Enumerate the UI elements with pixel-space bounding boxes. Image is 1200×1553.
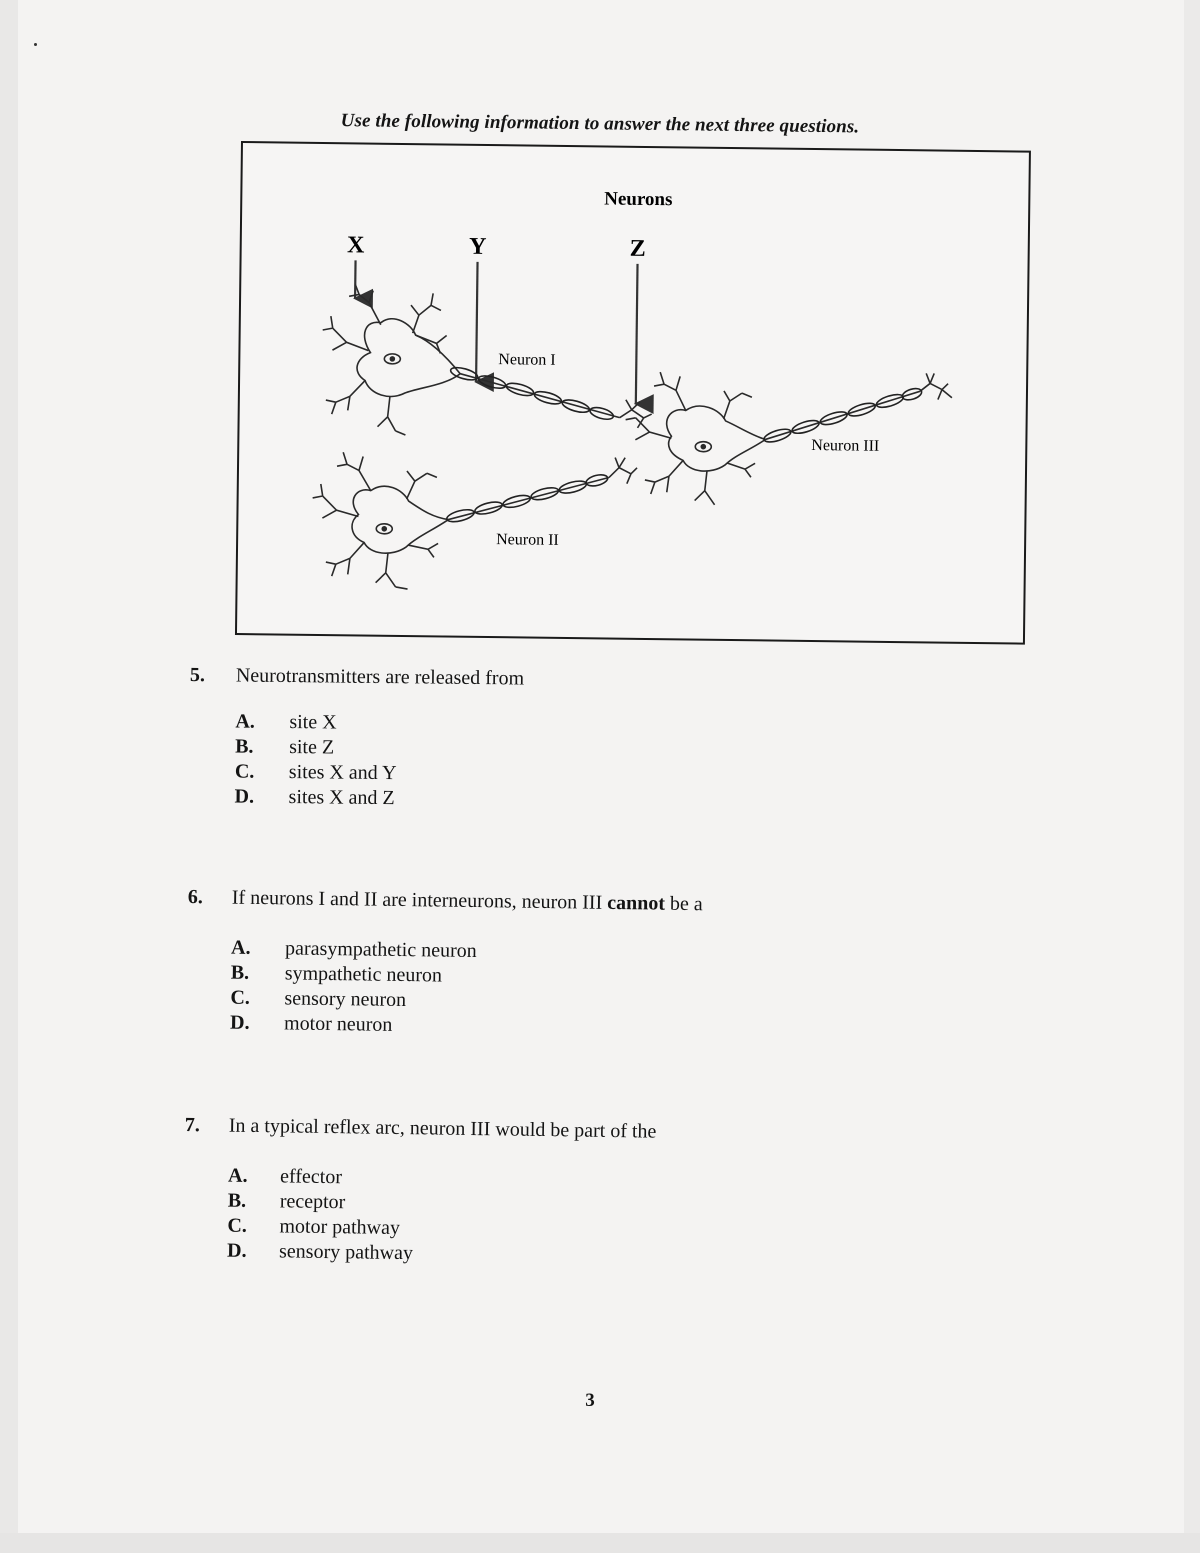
neuron-two [312,452,638,592]
site-x-label: X [346,232,365,259]
option-text: effector [279,1165,343,1189]
question-stem: In a typical reflex arc, neuron III would be part of the [228,1114,657,1143]
option-text: sites X and Y [288,761,397,785]
scan-speck [34,43,37,46]
option-text: sensory pathway [278,1240,414,1265]
option-text: motor pathway [279,1215,401,1240]
option-letter: C. [234,760,255,783]
neuron-three-label: Neuron III [811,436,880,455]
option-text: site Z [289,736,335,759]
option-letter: B. [230,961,250,984]
question-stem: If neurons I and II are interneurons, neuron III cannot be a [231,886,703,916]
option-letter: D. [229,1011,250,1034]
option-text: sites X and Z [288,786,395,810]
option-letter: C. [230,986,251,1009]
site-z-label: Z [629,235,646,262]
question-number: 7. [184,1114,200,1137]
question-number: 5. [189,664,205,687]
scan-edge-bottom [0,1533,1200,1553]
figure-title: Neurons [604,188,673,211]
option-text: site X [289,711,337,734]
option-letter: D. [226,1239,247,1262]
option-text: motor neuron [283,1012,393,1036]
site-z-arrow [636,264,638,404]
option-letter: B. [227,1189,247,1212]
option-letter: C. [227,1214,248,1237]
emphasis-text: cannot [607,891,666,915]
instructions: Use the following information to answer the next three questions. [340,110,860,138]
option-letter: B. [235,735,254,758]
neuron-three [625,370,953,508]
question-5 [188,664,890,821]
scan-edge-right [1184,0,1200,1553]
question-7 [183,1114,885,1284]
scan-edge-left [0,0,18,1553]
neurons-diagram [237,143,1029,643]
option-text: sympathetic neuron [284,962,443,987]
neuron-one-label: Neuron I [498,351,556,369]
option-text: parasympathetic neuron [284,937,477,963]
option-text: receptor [279,1190,346,1214]
question-number: 6. [187,886,203,909]
site-y-arrow [476,262,477,382]
option-letter: A. [235,710,255,733]
site-y-label: Y [468,233,487,261]
question-stem: Neurotransmitters are released from [235,664,525,690]
option-text: sensory neuron [284,987,407,1012]
neuron-one [321,284,653,438]
option-letter: A. [230,936,251,959]
page-number: 3 [585,1390,595,1411]
neuron-two-label: Neuron II [496,531,559,549]
option-letter: A. [227,1164,248,1187]
question-6 [186,886,888,1056]
neurons-figure [235,141,1031,645]
option-letter: D. [234,785,255,808]
